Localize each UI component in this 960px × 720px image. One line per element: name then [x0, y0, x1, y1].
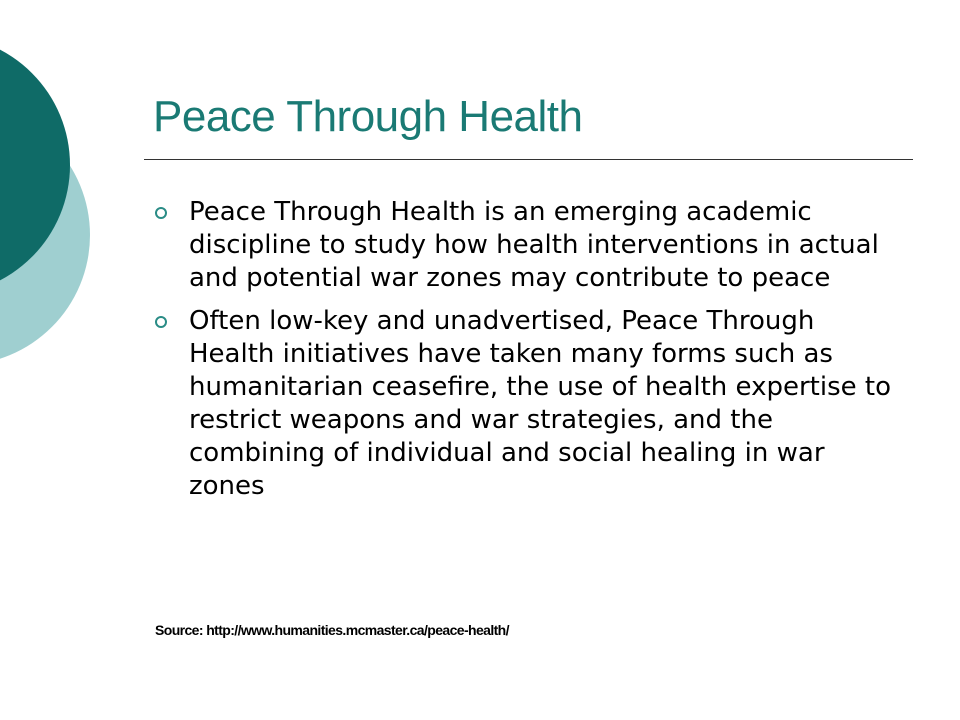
ring-bullet-icon: [155, 316, 167, 328]
bullet-list: [150, 196, 895, 513]
source-citation: Source: http://www.humanities.mcmaster.ca/peace-health/: [155, 622, 509, 638]
bullet-text: Peace Through Health is an emerging academic discipline to study how health interventions in actual and potential war zones may contribute to peace: [189, 197, 879, 293]
bullet-text: Often low-key and unadvertised, Peace Through Health initiatives have taken many forms such as humanitarian ceasefire, the use of health expertise to restrict weapons and war strategies, and the combining of individual and social healing in war zones: [189, 306, 891, 501]
ring-bullet-icon: [155, 207, 167, 219]
title-divider: [144, 159, 913, 160]
bullet-item: [150, 196, 895, 295]
decorative-circles: [0, 0, 140, 420]
bullet-item: [150, 305, 895, 503]
slide-title: Peace Through Health: [153, 92, 583, 141]
